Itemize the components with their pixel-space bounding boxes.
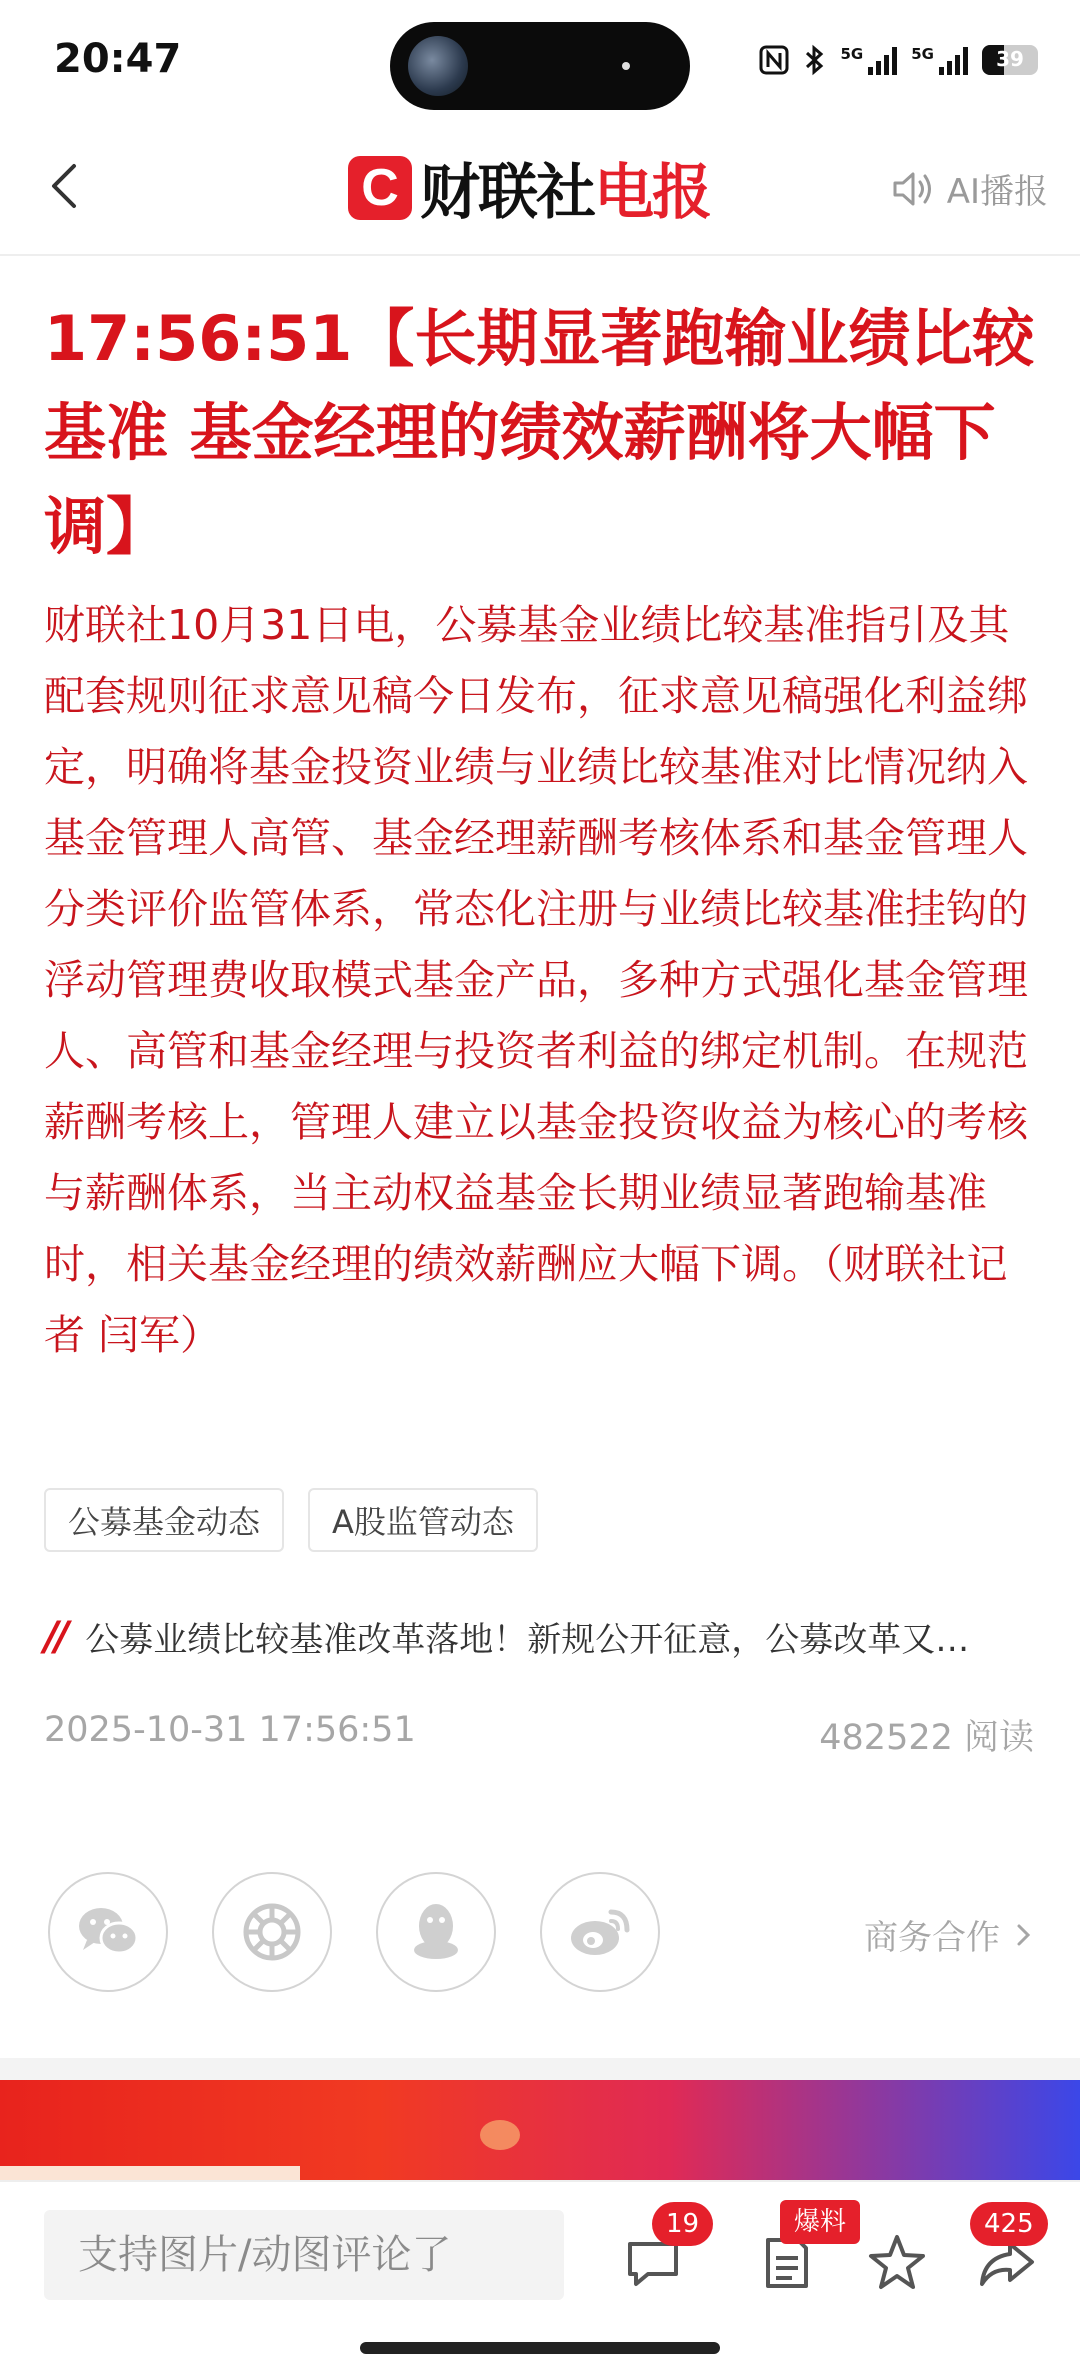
share-button[interactable]: [972, 2209, 1042, 2298]
battery-level: 39: [996, 47, 1024, 71]
status-icons: [759, 44, 1039, 76]
share-weibo-button[interactable]: [540, 1872, 660, 1992]
business-cooperation-link[interactable]: [864, 1910, 1038, 1959]
read-count: 482522 阅读: [819, 1718, 1034, 1758]
banner-decoration: [480, 2120, 520, 2150]
brand-logo-mark: C: [348, 156, 412, 220]
comment-input[interactable]: [44, 2210, 564, 2300]
share-moments-button[interactable]: [212, 1872, 332, 1992]
qq-icon: [408, 1900, 464, 1964]
share-qq-button[interactable]: [376, 1872, 496, 1992]
nfc-icon: [759, 45, 789, 75]
article-headline: 17:56:51【长期显著跑输业绩比较基准 基金经理的绩效薪酬将大幅下调】: [44, 302, 1035, 563]
bluetooth-icon: [803, 44, 827, 76]
wechat-icon: [73, 1902, 143, 1962]
network-label: 5G: [840, 45, 864, 63]
tag-a-share-regulation[interactable]: A股监管动态: [308, 1488, 538, 1552]
tag-public-fund-news[interactable]: 公募基金动态: [44, 1488, 284, 1552]
article-meta: [44, 1710, 1034, 1758]
related-mark-icon: //: [44, 1613, 66, 1660]
brand-section: 电报: [594, 158, 710, 228]
share-row: [48, 1872, 1038, 1996]
share-count-badge: 425: [970, 2202, 1048, 2246]
brand-logo: [348, 148, 710, 228]
publish-datetime: 2025-10-31 17:56:51: [44, 1710, 416, 1750]
status-bar: [0, 0, 1080, 120]
related-article-link[interactable]: [44, 1612, 1044, 1661]
network-label: 5G: [911, 45, 934, 63]
chevron-left-icon: [36, 156, 96, 216]
ai-broadcast-label: AI播报: [946, 172, 1048, 212]
ai-broadcast-button[interactable]: [891, 164, 1048, 213]
comment-count-badge: 19: [652, 2202, 713, 2246]
bottom-action-bar: [0, 2180, 1080, 2378]
chevron-right-icon: [1008, 1920, 1038, 1950]
signal-icon: [911, 45, 968, 75]
back-button[interactable]: [36, 156, 96, 216]
comments-button[interactable]: [618, 2209, 700, 2298]
share-wechat-button[interactable]: [48, 1872, 168, 1992]
brand-name: 财联社: [420, 158, 594, 228]
banner-strip: [0, 2166, 300, 2180]
business-cooperation-label: 商务合作: [864, 1918, 1000, 1958]
tag-list: [44, 1488, 538, 1552]
battery-icon: [982, 45, 1038, 75]
camera-pill: [390, 22, 690, 110]
related-article-title: 公募业绩比较基准改革落地！新规公开征意，公募改革又…: [85, 1620, 970, 1660]
moments-icon: [240, 1900, 304, 1964]
status-time: 20:47: [54, 36, 182, 82]
weibo-icon: [567, 1904, 633, 1960]
camera-dot: [622, 62, 630, 70]
home-indicator[interactable]: [360, 2342, 720, 2354]
app-header: [0, 120, 1080, 256]
report-badge: 爆料: [780, 2200, 860, 2244]
article-body: 财联社10月31日电，公募基金业绩比较基准指引及其配套规则征求意见稿今日发布，征求意见稿强化利益绑定，明确将基金投资业绩与业绩比较基准对比情况纳入基金管理人高管、基金经理薪酬考核体系和基金管理人分类评价监管体系，常态化注册与业绩比较基准挂钩的浮动管理费收取模式基金产品，多种方式强化基金管理人、高管和基金经理与投资者利益的绑定机制。在规范薪酬考核上，管理人建立以基金投资收益为核心的考核与薪酬体系，当主动权益基金长期业绩显著跑输基准时，相关基金经理的绩效薪酬应大幅下调。（财联社记者 闫军）: [44, 601, 1028, 1359]
speaker-icon: [891, 169, 937, 209]
favorite-button[interactable]: [862, 2228, 932, 2298]
promo-banner[interactable]: [0, 2080, 1080, 2180]
media-thumbnail: [408, 36, 468, 96]
star-icon: [862, 2228, 932, 2298]
signal-icon: [841, 45, 898, 75]
report-tip-button[interactable]: [752, 2207, 847, 2298]
section-divider: [0, 2058, 1080, 2080]
